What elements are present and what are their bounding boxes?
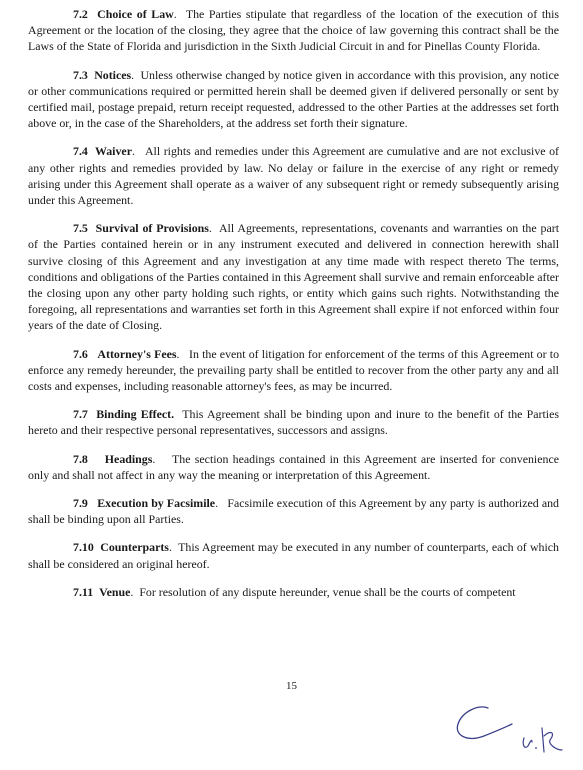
section-body: In the event of litigation for enforcement of the terms of this Agreement or to enforce any remedy hereunder, the prevailing party shall be entitled to recover from the other party any and all costs and expenses, including reasonable attorney's fees, as may be incurred. [28,346,560,394]
section-heading: Venue [99,584,131,599]
section-7-5: 7.5 Survival of Provisions. All Agreements, representations, covenants and warranties on the part of the Parties contained herein or in any instrument executed and delivered in connection herewith shall survive closing of this Agreement and any investigation at any time made with respect thereto The terms, conditions and obligations of the Parties contained in this Agreement shall survive and remain enforceable after the closing upon any other party holding such rights, or entity which gains such rights. Notwithstanding the foregoing, all representations and warranties set forth in this Agreement shall expire if not enforced within four years of the date of Closing. [28,221,560,333]
section-body: This Agreement shall be binding upon and inure to the benefit of the Parties hereto and their respective personal representatives, successors and assigns. [28,407,559,438]
section-7-10: 7.10 Counterparts. This Agreement may be executed in any number of counterparts, each of which shall be considered an original hereof. [28,540,559,571]
section-number: 7.9 [73,496,88,511]
section-number: 7.2 [73,7,88,21]
section-body: For resolution of any dispute hereunder, venue shall be the courts of competent [139,584,516,599]
document-page [28,6,559,612]
section-7-8: 7.8 Headings. The section headings contained in this Agreement are inserted for convenience only and shall not affect in any way the meaning or interpretation of this Agreement. [28,451,560,482]
section-number: 7.4 [73,144,88,159]
section-7-6: 7.6 Attorney's Fees. In the event of litigation for enforcement of the terms of this Agreement or to enforce any remedy hereunder, the prevailing party shall be entitled to recover from the other party any and all costs and expenses, including reasonable attorney's fees, as may be incurred. [28,346,560,394]
section-number: 7.3 [73,67,88,82]
section-body: All rights and remedies under this Agreement are cumulative and are not exclusive of any other rights and remedies provided by law. No delay or failure in the exercise of any right or remedy arising under this Agreement shall operate as a waiver of any subsequent right or remedy subsequently arising under this Agreement. [28,144,559,208]
section-body: This Agreement may be executed in any number of counterparts, each of which shall be considered an original hereof. [28,540,559,571]
section-7-9: 7.9 Execution by Facsimile. Facsimile execution of this Agreement by any party is authorized and shall be binding upon all Parties. [28,496,559,527]
section-heading: Notices [94,67,132,82]
section-body: All Agreements, representations, covenants and warranties on the part of the Parties contained herein or in any instrument executed and delivered in connection herewith shall survive closing of this Agreement and any investigation at any time made with respect thereto The terms, conditions and obligations of the Parties contained in this Agreement shall survive and remain enforceable after the closing upon any other party holding such rights, or entity which gains such rights. Notwithstanding the foregoing, all representations and warranties set forth in this Agreement shall expire if not enforced within four years of the date of Closing. [28,221,560,333]
handwritten-initials-signature [450,700,570,760]
section-7-11: 7.11 Venue. For resolution of any dispute hereunder, venue shall be the courts of competent [73,584,516,599]
section-body: Facsimile execution of this Agreement by any party is authorized and shall be binding upon all Parties. [28,496,559,527]
section-heading: Counterparts [100,540,169,555]
section-heading: Choice of Law [97,7,174,21]
section-heading: Execution by Facsimile [97,496,216,511]
section-7-7 [28,406,559,438]
section-body: The section headings contained in this Agreement are inserted for convenience only and shall not affect in any way the meaning or interpretation of this Agreement. [28,451,560,482]
section-body: Unless otherwise changed by notice given in accordance with this provision, any notice or other communications required or permitted herein shall be deemed given if delivered personally or sent by certified mail, postage prepaid, return receipt requested, addressed to the other Parties at the addresses set forth above or, in the case of the Shareholders, at the address set forth their signature. [28,67,559,131]
section-heading: Survival of Provisions [95,221,209,236]
section-body: The Parties stipulate that regardless of the location of the execution of this Agreement or the location of the closing, they agree that the choice of law governing this contract shall be the Laws of the State of Florida and jurisdiction in the Sixth Judicial Circuit in and for Pinellas County Florida. [28,7,560,54]
page-number: 15 [286,680,297,692]
section-number: 7.7 [73,407,88,422]
section-7-2: 7.2 Choice of Law. The Parties stipulate that regardless of the location of the execution of this Agreement or the location of the closing, they agree that the choice of law governing this contract shall be the Laws of the State of Florida and jurisdiction in the Sixth Judicial Circuit in and for Pinellas County Florida. [28,7,560,54]
section-number: 7.10 [73,540,94,555]
section-number: 7.6 [73,346,88,361]
section-number: 7.5 [73,221,88,236]
section-heading: Attorney's Fees [97,346,177,361]
section-7-3: 7.3 Notices. Unless otherwise changed by notice given in accordance with this provision, any notice or other communications required or permitted herein shall be deemed given if delivered personally or sent by certified mail, postage prepaid, return receipt requested, addressed to the other Parties at the addresses set forth above or, in the case of the Shareholders, at the address set forth their signature. [28,67,559,131]
section-heading: Binding Effect. [96,407,175,422]
section-number: 7.11 [73,584,94,599]
section-heading: Headings [104,451,153,466]
section-number: 7.8 [73,451,88,466]
section-heading: Waiver [95,144,132,159]
section-7-4: 7.4 Waiver. All rights and remedies under this Agreement are cumulative and are not exclusive of any other rights and remedies provided by law. No delay or failure in the exercise of any right or remedy arising under this Agreement shall operate as a waiver of any subsequent right or remedy subsequently arising under this Agreement. [28,144,559,208]
